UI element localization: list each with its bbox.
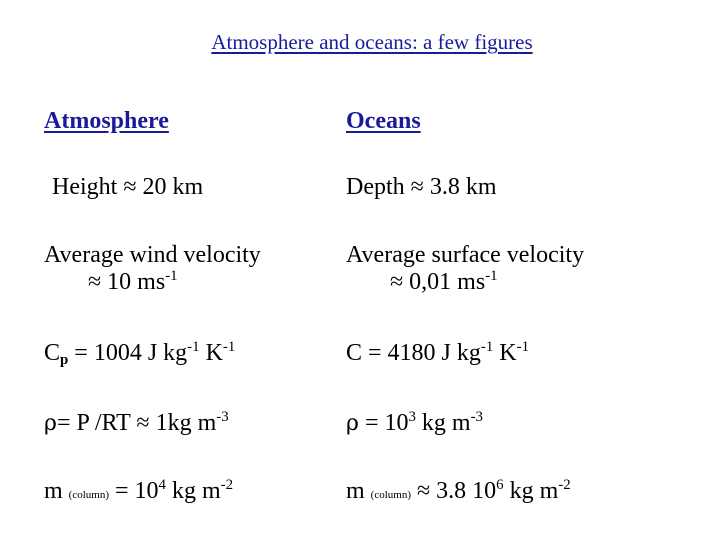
atmosphere-cp <box>44 340 235 367</box>
m-eq: = 10 <box>109 478 159 504</box>
oceans-density <box>346 410 483 437</box>
rho-symbol: ρ <box>346 411 359 436</box>
atmosphere-wind-velocity <box>44 242 261 296</box>
oceans-surface-velocity <box>346 242 584 296</box>
atmosphere-column-mass <box>44 478 233 505</box>
cp-exp1: -1 <box>187 339 200 356</box>
m-exp2: -2 <box>220 477 234 494</box>
atmosphere-height: Height ≈ 20 km <box>52 174 204 200</box>
m-symbol: m <box>346 478 365 504</box>
rho-text: = P /RT ≈ 1kg m <box>56 410 217 436</box>
c-unit2: K <box>493 340 517 366</box>
rho-text: = 10 <box>358 410 409 436</box>
rho-exponent: -3 <box>216 409 229 426</box>
oceans-column-mass <box>346 478 571 505</box>
wind-line2 <box>44 269 261 296</box>
vel-exponent: -1 <box>485 268 498 285</box>
oceans-depth: Depth ≈ 3.8 km <box>346 174 497 200</box>
m-unit: kg m <box>503 478 559 504</box>
wind-line1: Average wind velocity <box>44 242 261 268</box>
cp-subscript: p <box>60 352 69 369</box>
m-exp1: 4 <box>158 477 166 494</box>
m-note: (column) <box>68 489 109 501</box>
cp-exp2: -1 <box>222 339 236 356</box>
oceans-heat-capacity <box>346 340 529 367</box>
cp-symbol: C <box>44 340 61 366</box>
rho-unit: kg m <box>415 410 471 436</box>
rho-exp2: -3 <box>470 409 483 426</box>
oceans-heading: Oceans <box>346 108 421 134</box>
atmosphere-density <box>44 410 229 437</box>
c-exp1: -1 <box>480 339 494 356</box>
c-text: C = 4180 J kg <box>346 340 481 366</box>
m-eq: ≈ 3.8 10 <box>411 478 497 504</box>
wind-exponent: -1 <box>165 268 178 285</box>
slide-title: Atmosphere and oceans: a few figures <box>211 30 533 54</box>
m-exp2: -2 <box>558 477 571 494</box>
cp-unit2: K <box>199 340 223 366</box>
atmosphere-heading: Atmosphere <box>44 108 169 134</box>
m-unit: kg m <box>165 478 221 504</box>
m-note: (column) <box>370 489 411 501</box>
wind-value: ≈ 10 ms <box>88 269 166 295</box>
m-symbol: m <box>44 478 63 504</box>
rho-exp1: 3 <box>408 409 416 426</box>
c-exp2: -1 <box>516 339 530 356</box>
vel-line1: Average surface velocity <box>346 242 585 268</box>
m-exp1: 6 <box>496 477 504 494</box>
vel-value: ≈ 0,01 ms <box>390 269 486 295</box>
vel-line2 <box>346 269 584 296</box>
cp-value: = 1004 J kg <box>68 340 188 366</box>
rho-symbol: ρ <box>44 411 57 436</box>
